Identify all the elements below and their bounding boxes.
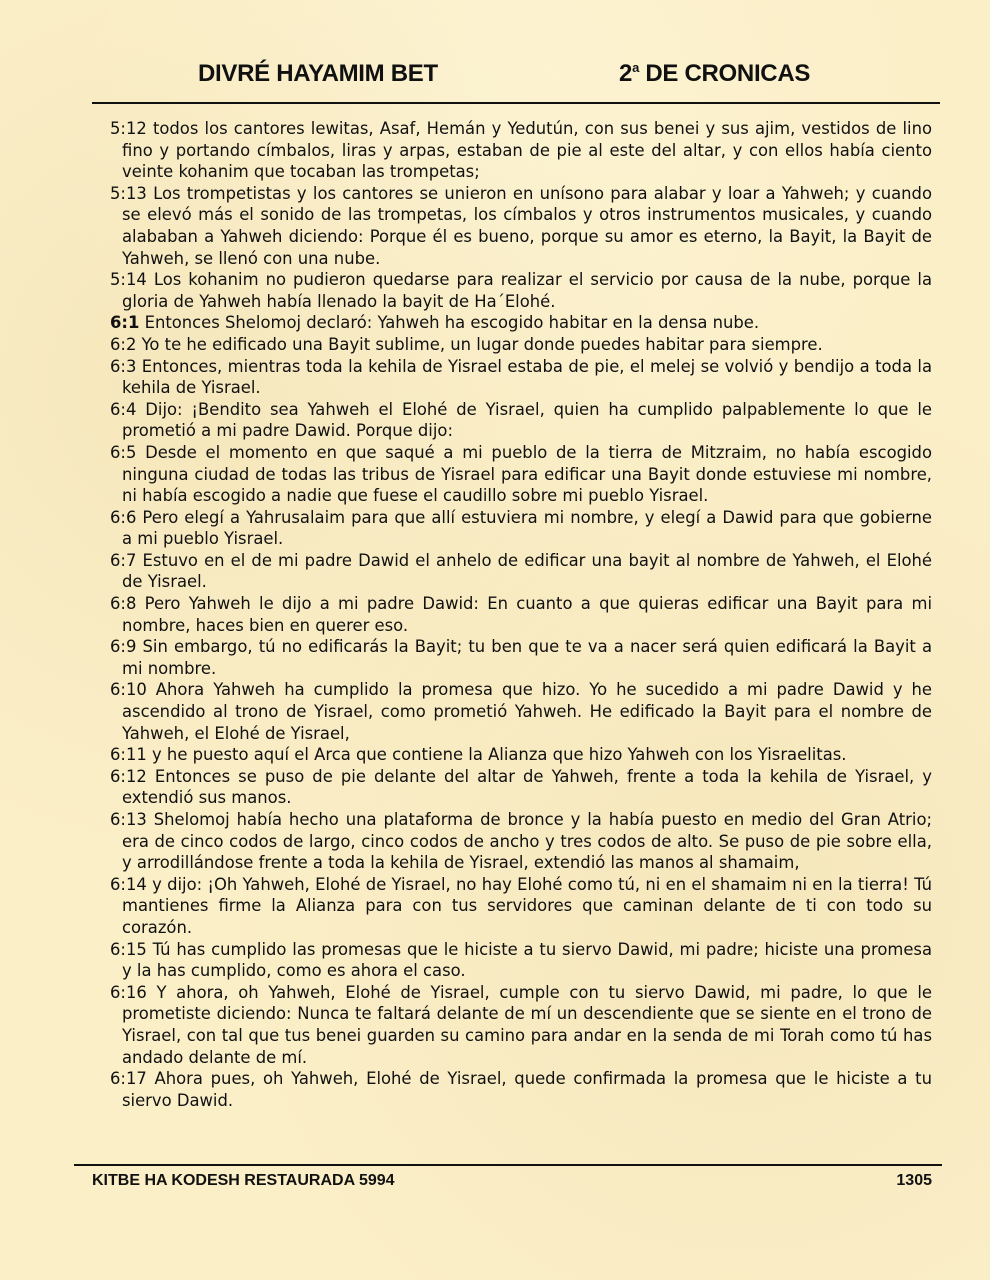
book-subtitle xyxy=(619,60,810,88)
verse-text: Y ahora, oh Yahweh, Elohé de Yisrael, cumple con tu siervo Dawid, mi padre, lo que le prometiste diciendo: Nunca te faltará delante de mí un descendiente que se siente en el trono de Yisrael, con tal que tus benei guarden su camino para andar en la senda de mi Torah como tú has andado delante de mí. xyxy=(122,982,932,1067)
verse-text: Entonces, mientras toda la kehila de Yisrael estaba de pie, el melej se volvió y bendijo a toda la kehila de Yisrael. xyxy=(122,356,932,398)
verse-reference: 6:8 xyxy=(110,594,137,614)
verse-text: Los trompetistas y los cantores se unieron en unísono para alabar y loar a Yahweh; y cuando se elevó más el sonido de las trompetas, los címbalos y otros instrumentos musicales, y cuando alababan a Yahweh diciendo: Porque él es bueno, porque su amor es eterno, la Bayit, la Bayit de Yahweh, se llenó con una nube. xyxy=(122,183,932,268)
verse xyxy=(110,550,932,593)
verse-text: Shelomoj había hecho una plataforma de bronce y la había puesto en medio del Gran Atrio; era de cinco codos de largo, cinco codos de ancho y tres codos de alto. Se puso de pie sobre ella, y arrodillándose frente a toda la kehila de Yisrael, extendió las manos al shamaim, xyxy=(122,810,932,873)
verse-text: Ahora Yahweh ha cumplido la promesa que hizo. Yo he sucedido a mi padre Dawid y he ascendido al trono de Yisrael, como prometió Yahweh. He edificado la Bayit para el nombre de Yahweh, el Elohé de Yisrael, xyxy=(122,680,932,743)
verse-reference: 6:10 xyxy=(110,680,147,700)
verse-reference: 5:14 xyxy=(110,270,147,290)
verse-reference: 6:7 xyxy=(110,550,137,570)
verse-reference: 6:4 xyxy=(110,399,137,419)
ordinal-suffix: a xyxy=(632,60,639,75)
verse xyxy=(110,442,932,507)
verse xyxy=(110,334,932,356)
book-subtitle-text: DE CRONICAS xyxy=(639,60,811,87)
verse-text: y he puesto aquí el Arca que contiene la Alianza que hizo Yahweh con los Yisraelitas. xyxy=(146,745,847,765)
verse-text: todos los cantores lewitas, Asaf, Hemán y Yedutún, con sus benei y sus ajim, vestidos de lino fino y portando címbalos, liras y arpas, estaban de pie al este del altar, y con ellos había ciento veinte kohanim que tocaban las trompetas; xyxy=(122,119,932,182)
verse xyxy=(110,874,932,939)
verse xyxy=(110,269,932,312)
verse-reference: 6:3 xyxy=(110,356,137,376)
verse xyxy=(110,1068,932,1111)
verse-reference: 6:17 xyxy=(110,1069,147,1089)
verse xyxy=(110,766,932,809)
verse-text: y dijo: ¡Oh Yahweh, Elohé de Yisrael, no hay Elohé como tú, ni en el shamaim ni en la tierra! Tú mantienes firme la Alianza para con tus servidores que caminan delante de ti con todo su corazón. xyxy=(122,874,932,937)
verse xyxy=(110,744,932,766)
verse-reference: 6:2 xyxy=(110,334,137,354)
verse-text: Ahora pues, oh Yahweh, Elohé de Yisrael, quede confirmada la promesa que le hiciste a tu siervo Dawid. xyxy=(122,1069,932,1110)
page-header xyxy=(92,58,940,104)
verse xyxy=(110,809,932,874)
verse-text: Tú has cumplido las promesas que le hiciste a tu siervo Dawid, mi padre; hiciste una promesa y la has cumplido, como es ahora el caso. xyxy=(122,939,932,981)
verse-list xyxy=(110,118,932,1111)
verse xyxy=(110,183,932,269)
verse-reference: 6:12 xyxy=(110,766,147,786)
verse xyxy=(110,507,932,550)
verse-reference: 6:16 xyxy=(110,982,147,1002)
verse-reference: 6:15 xyxy=(110,939,147,959)
verse-text: Dijo: ¡Bendito sea Yahweh el Elohé de Yisrael, quien ha cumplido palpablemente lo que le prometió a mi padre Dawid. Porque dijo: xyxy=(122,399,932,441)
verse xyxy=(110,593,932,636)
verse xyxy=(110,939,932,982)
verse-text: Pero Yahweh le dijo a mi padre Dawid: En cuanto a que quieras edificar una Bayit para mi nombre, haces bien en querer eso. xyxy=(122,594,932,635)
book-title: DIVRÉ HAYAMIM BET xyxy=(198,60,438,87)
book-number: 2 xyxy=(619,60,633,87)
verse-reference: 6:1 xyxy=(110,313,140,333)
verse-text: Entonces se puso de pie delante del altar de Yahweh, frente a toda la kehila de Yisrael, y extendió sus manos. xyxy=(122,766,932,808)
verse-text: Los kohanim no pudieron quedarse para realizar el servicio por causa de la nube, porque la gloria de Yahweh había llenado la bayit de Ha´Elohé. xyxy=(122,270,932,311)
verse-text: Sin embargo, tú no edificarás la Bayit; tu ben que te va a nacer será quien edificará la Bayit a mi nombre. xyxy=(122,637,932,678)
verse xyxy=(110,356,932,399)
footer-title: KITBE HA KODESH RESTAURADA 5994 xyxy=(92,1172,395,1189)
footer-rule xyxy=(74,1164,942,1166)
verse-reference: 6:9 xyxy=(110,637,137,657)
verse-text: Desde el momento en que saqué a mi pueblo de la tierra de Mitzraim, no había escogido ninguna ciudad de todas las tribus de Yisrael para edificar una Bayit donde estuviese mi nombre, ni había escogido a nadie que fuese el caudillo sobre mi pueblo Yisrael. xyxy=(122,442,932,506)
verse-reference: 6:13 xyxy=(110,810,147,829)
verse-reference: 5:12 xyxy=(110,119,147,138)
verse xyxy=(110,679,932,744)
verse-reference: 6:5 xyxy=(110,442,137,462)
verse xyxy=(110,636,932,679)
page-number: 1305 xyxy=(896,1172,932,1189)
verse xyxy=(110,982,932,1068)
verse-text: Yo te he edificado una Bayit sublime, un lugar donde puedes habitar para siempre. xyxy=(136,334,823,354)
verse-reference: 6:14 xyxy=(110,874,147,894)
verse-reference: 6:6 xyxy=(110,507,137,527)
verse-reference: 5:13 xyxy=(110,183,147,203)
verse xyxy=(110,312,932,334)
verse-text: Estuvo en el de mi padre Dawid el anhelo de edificar una bayit al nombre de Yahweh, el Elohé de Yisrael. xyxy=(122,550,932,592)
verse-reference: 6:11 xyxy=(110,745,147,765)
verse-text: Pero elegí a Yahrusalaim para que allí estuviera mi nombre, y elegí a Dawid para que gobierne a mi pueblo Yisrael. xyxy=(122,507,932,549)
verse xyxy=(110,118,932,183)
verse-text: Entonces Shelomoj declaró: Yahweh ha escogido habitar en la densa nube. xyxy=(139,313,760,333)
verse xyxy=(110,399,932,442)
